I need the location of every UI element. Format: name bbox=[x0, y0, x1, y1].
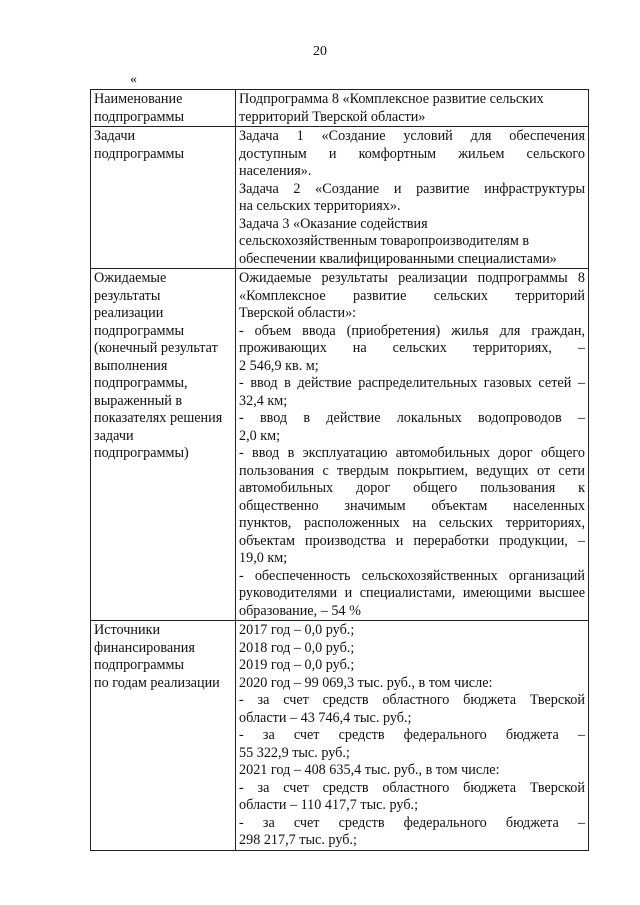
label-line: подпрограммы) bbox=[94, 445, 189, 461]
text-line: 19,0 км; bbox=[239, 550, 288, 566]
text-line: сельскохозяйственным товаропроизводителям в bbox=[239, 233, 530, 249]
text-line: - за счет средств областного бюджета Тверской bbox=[239, 779, 585, 796]
label-line: выраженный в bbox=[94, 392, 183, 409]
label-cell-name bbox=[91, 90, 236, 127]
text-line: на сельских территориях». bbox=[239, 198, 401, 214]
text-line: - за счет средств областного бюджета Тверской bbox=[239, 692, 585, 708]
text-line: - ввод в эксплуатацию автомобильных дорог общего bbox=[239, 445, 585, 461]
label-cell-tasks bbox=[91, 127, 236, 269]
table-row-funding bbox=[91, 621, 589, 851]
label-line: подпрограммы, bbox=[94, 375, 188, 391]
label-line: Наименование bbox=[94, 91, 183, 107]
subprogram-passport-table bbox=[90, 89, 589, 851]
text-line: - ввод в действие распределительных газовых сетей – bbox=[239, 375, 585, 391]
text-line: руководителями и специалистами, имеющими высшее bbox=[239, 585, 585, 601]
text-line: 2019 год – 0,0 руб.; bbox=[239, 657, 355, 673]
text-line: 2 546,9 кв. м; bbox=[239, 357, 319, 374]
text-line: «Комплексное развитие сельских территорий bbox=[239, 287, 585, 304]
text-line: Задача 3 «Оказание содействия bbox=[239, 215, 428, 232]
label-line: результаты bbox=[94, 287, 161, 304]
text-line: доступным и комфортным жильем сельского bbox=[239, 145, 585, 162]
text-line: 2021 год – 408 635,4 тыс. руб., в том числе: bbox=[239, 762, 500, 778]
label-line: выполнения bbox=[94, 357, 168, 374]
text-line: Подпрограмма 8 «Комплексное развитие сельских bbox=[239, 91, 544, 107]
table-row-name bbox=[91, 90, 589, 127]
text-line: области – 110 417,7 тыс. руб.; bbox=[239, 797, 419, 813]
text-line: - за счет средств федерального бюджета – bbox=[239, 727, 585, 743]
text-line: 2020 год – 99 069,3 тыс. руб., в том числе: bbox=[239, 674, 493, 691]
text-line: области – 43 746,4 тыс. руб.; bbox=[239, 709, 412, 726]
table-row-tasks bbox=[91, 127, 589, 269]
label-line: реализации bbox=[94, 305, 164, 321]
text-line: 298 217,7 тыс. руб.; bbox=[239, 832, 357, 848]
label-line: финансирования bbox=[94, 639, 195, 656]
value-cell-tasks bbox=[236, 127, 589, 269]
label-line: подпрограммы bbox=[94, 145, 184, 162]
text-line: общественно значимым объектам населенных bbox=[239, 497, 585, 514]
value-cell-funding bbox=[236, 621, 589, 851]
label-line: по годам реализации bbox=[94, 674, 220, 691]
label-line: Задачи bbox=[94, 128, 136, 144]
text-line: Тверской области»: bbox=[239, 305, 357, 321]
label-line: Ожидаемые bbox=[94, 270, 167, 286]
text-line: 55 322,9 тыс. руб.; bbox=[239, 744, 350, 761]
label-line: Источники bbox=[94, 622, 161, 638]
text-line: 2018 год – 0,0 руб.; bbox=[239, 639, 355, 656]
label-line: подпрограммы bbox=[94, 108, 184, 125]
text-line: 2,0 км; bbox=[239, 427, 281, 444]
label-cell-funding bbox=[91, 621, 236, 851]
text-line: 32,4 км; bbox=[239, 392, 288, 409]
value-cell-results bbox=[236, 269, 589, 621]
text-line: - объем ввода (приобретения) жилья для граждан, bbox=[239, 322, 585, 339]
text-line: - обеспеченность сельскохозяйственных организаций bbox=[239, 567, 585, 584]
label-cell-results bbox=[91, 269, 236, 621]
text-line: пользования с твердым покрытием, ведущих от сети bbox=[239, 462, 585, 479]
label-line: (конечный результат bbox=[94, 340, 218, 356]
text-line: 2017 год – 0,0 руб.; bbox=[239, 622, 355, 638]
text-line: объектам производства и переработки продукции, – bbox=[239, 532, 585, 549]
text-line: Задача 1 «Создание условий для обеспечения bbox=[239, 128, 585, 144]
value-cell-name bbox=[236, 90, 589, 127]
text-line: проживающих на сельских территориях, – bbox=[239, 340, 585, 356]
opening-quote: « bbox=[130, 72, 137, 87]
label-line: подпрограммы bbox=[94, 657, 184, 673]
text-line: территорий Тверской области» bbox=[239, 108, 426, 125]
text-line: Ожидаемые результаты реализации подпрограммы 8 bbox=[239, 270, 585, 286]
label-line: задачи bbox=[94, 427, 134, 444]
table-row-results bbox=[91, 269, 589, 621]
text-line: автомобильных дорог общего пользования к bbox=[239, 480, 585, 496]
label-line: показателях решения bbox=[94, 410, 223, 426]
text-line: пунктов, расположенных на сельских территориях, bbox=[239, 515, 585, 531]
text-line: населения». bbox=[239, 163, 312, 179]
text-line: - ввод в действие локальных водопроводов – bbox=[239, 410, 585, 426]
label-line: подпрограммы bbox=[94, 322, 184, 339]
text-line: - за счет средств федерального бюджета – bbox=[239, 814, 585, 831]
page-number: 20 bbox=[313, 44, 327, 59]
text-line: обеспечении квалифицированными специалистами» bbox=[239, 250, 557, 267]
text-line: Задача 2 «Создание и развитие инфраструктуры bbox=[239, 180, 585, 197]
text-line: образование, – 54 % bbox=[239, 602, 361, 619]
